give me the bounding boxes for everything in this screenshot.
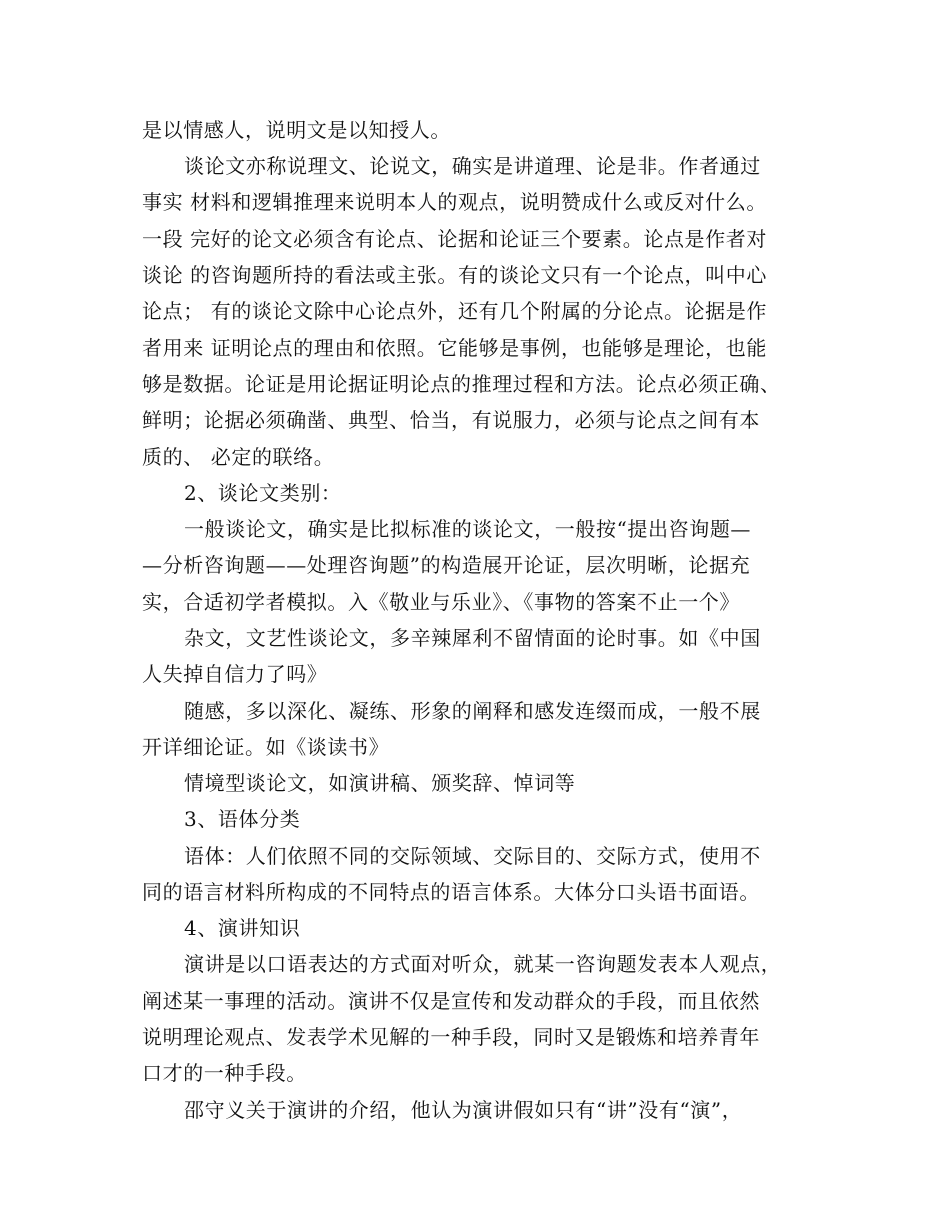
text-line-7: 者用来 证明论点的理由和依照。它能够是事例，也能够是理论，也能 bbox=[142, 336, 767, 360]
text-line-21: 语体：人们依照不同的交际领域、交际目的、交际方式，使用不 bbox=[184, 844, 761, 868]
text-line-4: 一段 完好的论文必须含有论点、论据和论证三个要素。论点是作者对 bbox=[142, 227, 767, 251]
text-line-24: 演讲是以口语表达的方式面对听众，就某一咨询题发表本人观点， bbox=[184, 952, 782, 976]
section-heading-4: 4、演讲知识 bbox=[184, 916, 301, 940]
text-line-16: 人失掉自信力了吗》 bbox=[142, 662, 328, 686]
text-line-13: —分析咨询题——处理咨询题”的构造展开论证，层次明晰，论据充 bbox=[142, 553, 751, 577]
section-heading-3: 3、语体分类 bbox=[184, 807, 301, 831]
text-line-5: 谈论 的咨询题所持的看法或主张。有的谈论文只有一个论点，叫中心 bbox=[142, 263, 767, 287]
text-line-25: 阐述某一事理的活动。演讲不仅是宣传和发动群众的手段，而且依然 bbox=[142, 989, 760, 1013]
section-heading-2: 2、谈论文类别： bbox=[184, 481, 342, 505]
text-line-18: 开详细论证。如《谈读书》 bbox=[142, 735, 390, 759]
text-line-12: 一般谈论文，确实是比拟标准的谈论文，一般按“提出咨询题— bbox=[184, 517, 752, 541]
text-line-1: 是以情感人，说明文是以知授人。 bbox=[142, 118, 451, 142]
text-line-27: 口才的一种手段。 bbox=[142, 1061, 307, 1085]
text-line-6: 论点； 有的谈论文除中心论点外，还有几个附属的分论点。论据是作 bbox=[142, 299, 767, 323]
text-line-28: 邵守义关于演讲的介绍，他认为演讲假如只有“讲”没有“演”， bbox=[184, 1098, 743, 1122]
text-line-2: 谈论文亦称说理文、论说文，确实是讲道理、论是非。作者通过 bbox=[184, 154, 761, 178]
text-line-17: 随感，多以深化、凝练、形象的阐释和感发连缀而成，一般不展 bbox=[184, 699, 761, 723]
text-line-15: 杂文，文艺性谈论文，多辛辣犀利不留情面的论时事。如《中国 bbox=[184, 626, 761, 650]
text-line-8: 够是数据。论证是用论据证明论点的推理过程和方法。论点必须正确、 bbox=[142, 372, 781, 396]
text-line-9: 鲜明；论据必须确凿、典型、恰当，有说服力，必须与论点之间有本 bbox=[142, 408, 760, 432]
text-line-14: 实，合适初学者模拟。入《敬业与乐业》、《事物的答案不止一个》 bbox=[142, 590, 740, 614]
text-line-10: 质的、 必定的联络。 bbox=[142, 445, 335, 469]
text-line-19: 情境型谈论文，如演讲稿、颁奖辞、悼词等 bbox=[184, 771, 576, 795]
text-line-22: 同的语言材料所构成的不同特点的语言体系。大体分口头语书面语。 bbox=[142, 880, 760, 904]
text-line-26: 说明理论观点、发表学术见解的一种手段，同时又是锻炼和培养青年 bbox=[142, 1025, 760, 1049]
text-line-3: 事实 材料和逻辑推理来说明本人的观点，说明赞成什么或反对什么。 bbox=[142, 190, 767, 214]
